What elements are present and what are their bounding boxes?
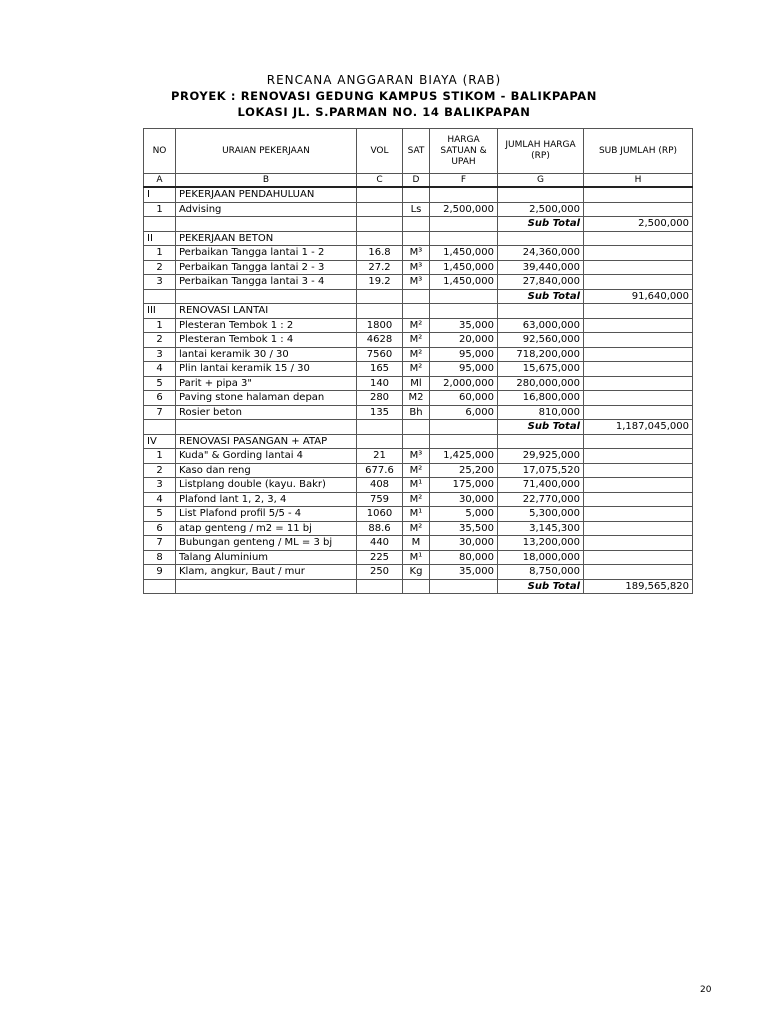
empty-cell — [403, 420, 430, 435]
empty-cell — [584, 565, 693, 580]
item-volume: 250 — [357, 565, 403, 580]
item-total-price: 718,200,000 — [498, 347, 584, 362]
item-unit-price: 95,000 — [430, 362, 498, 377]
item-total-price: 810,000 — [498, 405, 584, 420]
item-unit-price: 60,000 — [430, 391, 498, 406]
item-volume: 4628 — [357, 333, 403, 348]
item-no: 7 — [144, 405, 176, 420]
item-unit-price: 95,000 — [430, 347, 498, 362]
item-total-price: 2,500,000 — [498, 202, 584, 217]
item-unit: M¹ — [403, 507, 430, 522]
item-no: 1 — [144, 449, 176, 464]
document-title: RENCANA ANGGARAN BIAYA (RAB) — [266, 73, 502, 87]
table-row — [144, 405, 693, 420]
table-row — [144, 492, 693, 507]
item-unit: M³ — [403, 449, 430, 464]
item-volume: 759 — [357, 492, 403, 507]
section-title: RENOVASI LANTAI — [176, 304, 357, 319]
item-no: 9 — [144, 565, 176, 580]
item-total-price: 3,145,300 — [498, 521, 584, 536]
item-unit-price: 175,000 — [430, 478, 498, 493]
item-no: 6 — [144, 391, 176, 406]
empty-cell — [584, 507, 693, 522]
item-unit: M² — [403, 318, 430, 333]
item-volume: 88.6 — [357, 521, 403, 536]
item-description: Plin lantai keramik 15 / 30 — [176, 362, 357, 377]
subtotal-label: Sub Total — [498, 289, 584, 304]
item-description: Kuda" & Gording lantai 4 — [176, 449, 357, 464]
item-no: 4 — [144, 362, 176, 377]
empty-cell — [584, 347, 693, 362]
rab-table — [143, 128, 693, 594]
item-unit: M¹ — [403, 478, 430, 493]
item-unit-price: 1,450,000 — [430, 246, 498, 261]
item-unit-price: 1,450,000 — [430, 260, 498, 275]
section-row — [144, 434, 693, 449]
item-volume: 225 — [357, 550, 403, 565]
item-volume: 21 — [357, 449, 403, 464]
col-letter: H — [584, 174, 693, 188]
item-unit-price: 5,000 — [430, 507, 498, 522]
table-row — [144, 275, 693, 290]
empty-cell — [357, 434, 403, 449]
empty-cell — [357, 304, 403, 319]
empty-cell — [584, 246, 693, 261]
table-row — [144, 449, 693, 464]
item-description: Plafond lant 1, 2, 3, 4 — [176, 492, 357, 507]
col-header-vol: VOL — [357, 129, 403, 174]
empty-cell — [584, 202, 693, 217]
col-header-harga: HARGA SATUAN & UPAH — [430, 129, 498, 174]
col-letter: B — [176, 174, 357, 188]
table-row — [144, 391, 693, 406]
item-no: 3 — [144, 478, 176, 493]
item-unit: M² — [403, 333, 430, 348]
subtotal-row — [144, 289, 693, 304]
subtotal-value: 2,500,000 — [584, 217, 693, 232]
empty-cell — [584, 376, 693, 391]
item-description: Parit + pipa 3" — [176, 376, 357, 391]
item-no: 1 — [144, 246, 176, 261]
item-unit: M² — [403, 492, 430, 507]
empty-cell — [584, 449, 693, 464]
empty-cell — [403, 289, 430, 304]
empty-cell — [430, 579, 498, 594]
item-total-price: 71,400,000 — [498, 478, 584, 493]
col-header-jumlah: JUMLAH HARGA (RP) — [498, 129, 584, 174]
item-total-price: 63,000,000 — [498, 318, 584, 333]
item-description: Advising — [176, 202, 357, 217]
item-volume: 19.2 — [357, 275, 403, 290]
empty-cell — [176, 289, 357, 304]
item-description: Perbaikan Tangga lantai 3 - 4 — [176, 275, 357, 290]
empty-cell — [144, 420, 176, 435]
item-total-price: 280,000,000 — [498, 376, 584, 391]
item-total-price: 13,200,000 — [498, 536, 584, 551]
section-number: IV — [144, 434, 176, 449]
item-volume: 1060 — [357, 507, 403, 522]
item-no: 3 — [144, 347, 176, 362]
col-letter: D — [403, 174, 430, 188]
empty-cell — [584, 187, 693, 202]
item-description: lantai keramik 30 / 30 — [176, 347, 357, 362]
table-row — [144, 318, 693, 333]
subtotal-row — [144, 420, 693, 435]
empty-cell — [403, 579, 430, 594]
column-letter-row — [144, 174, 693, 188]
subtotal-row — [144, 579, 693, 594]
item-volume: 677.6 — [357, 463, 403, 478]
empty-cell — [176, 217, 357, 232]
item-unit-price: 30,000 — [430, 536, 498, 551]
empty-cell — [498, 187, 584, 202]
empty-cell — [584, 550, 693, 565]
empty-cell — [430, 304, 498, 319]
subtotal-label: Sub Total — [498, 217, 584, 232]
item-description: Perbaikan Tangga lantai 2 - 3 — [176, 260, 357, 275]
item-unit: M2 — [403, 391, 430, 406]
empty-cell — [498, 231, 584, 246]
item-total-price: 24,360,000 — [498, 246, 584, 261]
item-total-price: 29,925,000 — [498, 449, 584, 464]
empty-cell — [403, 434, 430, 449]
empty-cell — [176, 579, 357, 594]
empty-cell — [430, 420, 498, 435]
item-total-price: 8,750,000 — [498, 565, 584, 580]
table-row — [144, 202, 693, 217]
empty-cell — [584, 405, 693, 420]
table-row — [144, 536, 693, 551]
item-description: Rosier beton — [176, 405, 357, 420]
col-letter: G — [498, 174, 584, 188]
col-header-sat: SAT — [403, 129, 430, 174]
empty-cell — [403, 187, 430, 202]
item-volume: 1800 — [357, 318, 403, 333]
section-title: PEKERJAAN BETON — [176, 231, 357, 246]
section-title: RENOVASI PASANGAN + ATAP — [176, 434, 357, 449]
empty-cell — [584, 304, 693, 319]
item-unit: M² — [403, 521, 430, 536]
item-total-price: 5,300,000 — [498, 507, 584, 522]
item-volume: 140 — [357, 376, 403, 391]
empty-cell — [584, 275, 693, 290]
empty-cell — [584, 391, 693, 406]
empty-cell — [144, 217, 176, 232]
item-unit: Bh — [403, 405, 430, 420]
item-description: Perbaikan Tangga lantai 1 - 2 — [176, 246, 357, 261]
col-header-uraian: URAIAN PEKERJAAN — [176, 129, 357, 174]
item-unit-price: 35,500 — [430, 521, 498, 536]
empty-cell — [357, 217, 403, 232]
item-unit: M² — [403, 463, 430, 478]
table-row — [144, 565, 693, 580]
empty-cell — [584, 521, 693, 536]
item-unit-price: 25,200 — [430, 463, 498, 478]
section-number: III — [144, 304, 176, 319]
item-description: Kaso dan reng — [176, 463, 357, 478]
table-row — [144, 362, 693, 377]
empty-cell — [357, 187, 403, 202]
item-no: 5 — [144, 507, 176, 522]
empty-cell — [357, 579, 403, 594]
item-total-price: 18,000,000 — [498, 550, 584, 565]
col-header-no: NO — [144, 129, 176, 174]
table-row — [144, 521, 693, 536]
item-no: 1 — [144, 318, 176, 333]
empty-cell — [430, 187, 498, 202]
item-description: Plesteran Tembok 1 : 4 — [176, 333, 357, 348]
subtotal-label: Sub Total — [498, 420, 584, 435]
empty-cell — [430, 231, 498, 246]
empty-cell — [498, 434, 584, 449]
col-letter: C — [357, 174, 403, 188]
item-unit: M³ — [403, 260, 430, 275]
item-unit-price: 80,000 — [430, 550, 498, 565]
item-unit-price: 2,000,000 — [430, 376, 498, 391]
section-row — [144, 187, 693, 202]
item-description: Paving stone halaman depan — [176, 391, 357, 406]
item-volume: 27.2 — [357, 260, 403, 275]
empty-cell — [584, 434, 693, 449]
item-unit: Kg — [403, 565, 430, 580]
item-unit: M² — [403, 347, 430, 362]
item-no: 4 — [144, 492, 176, 507]
table-row — [144, 347, 693, 362]
item-no: 8 — [144, 550, 176, 565]
item-no: 1 — [144, 202, 176, 217]
item-unit-price: 1,450,000 — [430, 275, 498, 290]
project-title: PROYEK : RENOVASI GEDUNG KAMPUS STIKOM - BALIKPAPAN — [170, 89, 598, 103]
col-letter: F — [430, 174, 498, 188]
item-total-price: 92,560,000 — [498, 333, 584, 348]
item-no: 2 — [144, 463, 176, 478]
item-no: 5 — [144, 376, 176, 391]
item-volume — [357, 202, 403, 217]
empty-cell — [584, 333, 693, 348]
empty-cell — [357, 289, 403, 304]
table-row — [144, 376, 693, 391]
section-number: II — [144, 231, 176, 246]
header-row — [144, 129, 693, 174]
subtotal-label: Sub Total — [498, 579, 584, 594]
item-volume: 165 — [357, 362, 403, 377]
document-header — [0, 72, 768, 120]
empty-cell — [403, 304, 430, 319]
rab-body — [144, 187, 693, 594]
empty-cell — [403, 231, 430, 246]
item-total-price: 16,800,000 — [498, 391, 584, 406]
empty-cell — [357, 231, 403, 246]
empty-cell — [584, 463, 693, 478]
table-row — [144, 550, 693, 565]
table-row — [144, 463, 693, 478]
item-no: 6 — [144, 521, 176, 536]
table-row — [144, 246, 693, 261]
subtotal-value: 91,640,000 — [584, 289, 693, 304]
item-volume: 7560 — [357, 347, 403, 362]
item-total-price: 39,440,000 — [498, 260, 584, 275]
item-unit: M² — [403, 362, 430, 377]
item-total-price: 22,770,000 — [498, 492, 584, 507]
empty-cell — [584, 478, 693, 493]
subtotal-row — [144, 217, 693, 232]
empty-cell — [498, 304, 584, 319]
section-row — [144, 304, 693, 319]
empty-cell — [403, 217, 430, 232]
empty-cell — [584, 536, 693, 551]
empty-cell — [584, 260, 693, 275]
item-volume: 440 — [357, 536, 403, 551]
item-unit-price: 35,000 — [430, 318, 498, 333]
section-number: I — [144, 187, 176, 202]
item-no: 7 — [144, 536, 176, 551]
item-unit-price: 6,000 — [430, 405, 498, 420]
location-title: LOKASI JL. S.PARMAN NO. 14 BALIKPAPAN — [237, 105, 531, 119]
empty-cell — [584, 318, 693, 333]
empty-cell — [584, 492, 693, 507]
item-total-price: 17,075,520 — [498, 463, 584, 478]
item-description: atap genteng / m2 = 11 bj — [176, 521, 357, 536]
item-total-price: 15,675,000 — [498, 362, 584, 377]
table-row — [144, 333, 693, 348]
item-unit-price: 35,000 — [430, 565, 498, 580]
empty-cell — [430, 217, 498, 232]
empty-cell — [144, 289, 176, 304]
section-row — [144, 231, 693, 246]
item-unit: M — [403, 536, 430, 551]
empty-cell — [430, 289, 498, 304]
col-letter: A — [144, 174, 176, 188]
item-no: 3 — [144, 275, 176, 290]
item-description: Klam, angkur, Baut / mur — [176, 565, 357, 580]
empty-cell — [357, 420, 403, 435]
item-unit: Ml — [403, 376, 430, 391]
empty-cell — [144, 579, 176, 594]
item-volume: 280 — [357, 391, 403, 406]
item-total-price: 27,840,000 — [498, 275, 584, 290]
item-description: List Plafond profil 5/5 - 4 — [176, 507, 357, 522]
col-header-sub: SUB JUMLAH (RP) — [584, 129, 693, 174]
empty-cell — [584, 231, 693, 246]
item-volume: 135 — [357, 405, 403, 420]
item-unit-price: 1,425,000 — [430, 449, 498, 464]
item-description: Bubungan genteng / ML = 3 bj — [176, 536, 357, 551]
empty-cell — [584, 362, 693, 377]
item-unit-price: 2,500,000 — [430, 202, 498, 217]
item-volume: 408 — [357, 478, 403, 493]
page-number: 20 — [700, 985, 712, 995]
table-row — [144, 260, 693, 275]
section-title: PEKERJAAN PENDAHULUAN — [176, 187, 357, 202]
subtotal-value: 1,187,045,000 — [584, 420, 693, 435]
item-unit: M³ — [403, 246, 430, 261]
item-description: Plesteran Tembok 1 : 2 — [176, 318, 357, 333]
item-unit: Ls — [403, 202, 430, 217]
table-row — [144, 478, 693, 493]
item-unit-price: 20,000 — [430, 333, 498, 348]
item-description: Listplang double (kayu. Bakr) — [176, 478, 357, 493]
item-unit: M¹ — [403, 550, 430, 565]
item-volume: 16.8 — [357, 246, 403, 261]
empty-cell — [430, 434, 498, 449]
table-row — [144, 507, 693, 522]
subtotal-value: 189,565,820 — [584, 579, 693, 594]
empty-cell — [176, 420, 357, 435]
item-no: 2 — [144, 333, 176, 348]
item-unit: M³ — [403, 275, 430, 290]
item-no: 2 — [144, 260, 176, 275]
item-description: Talang Aluminium — [176, 550, 357, 565]
item-unit-price: 30,000 — [430, 492, 498, 507]
